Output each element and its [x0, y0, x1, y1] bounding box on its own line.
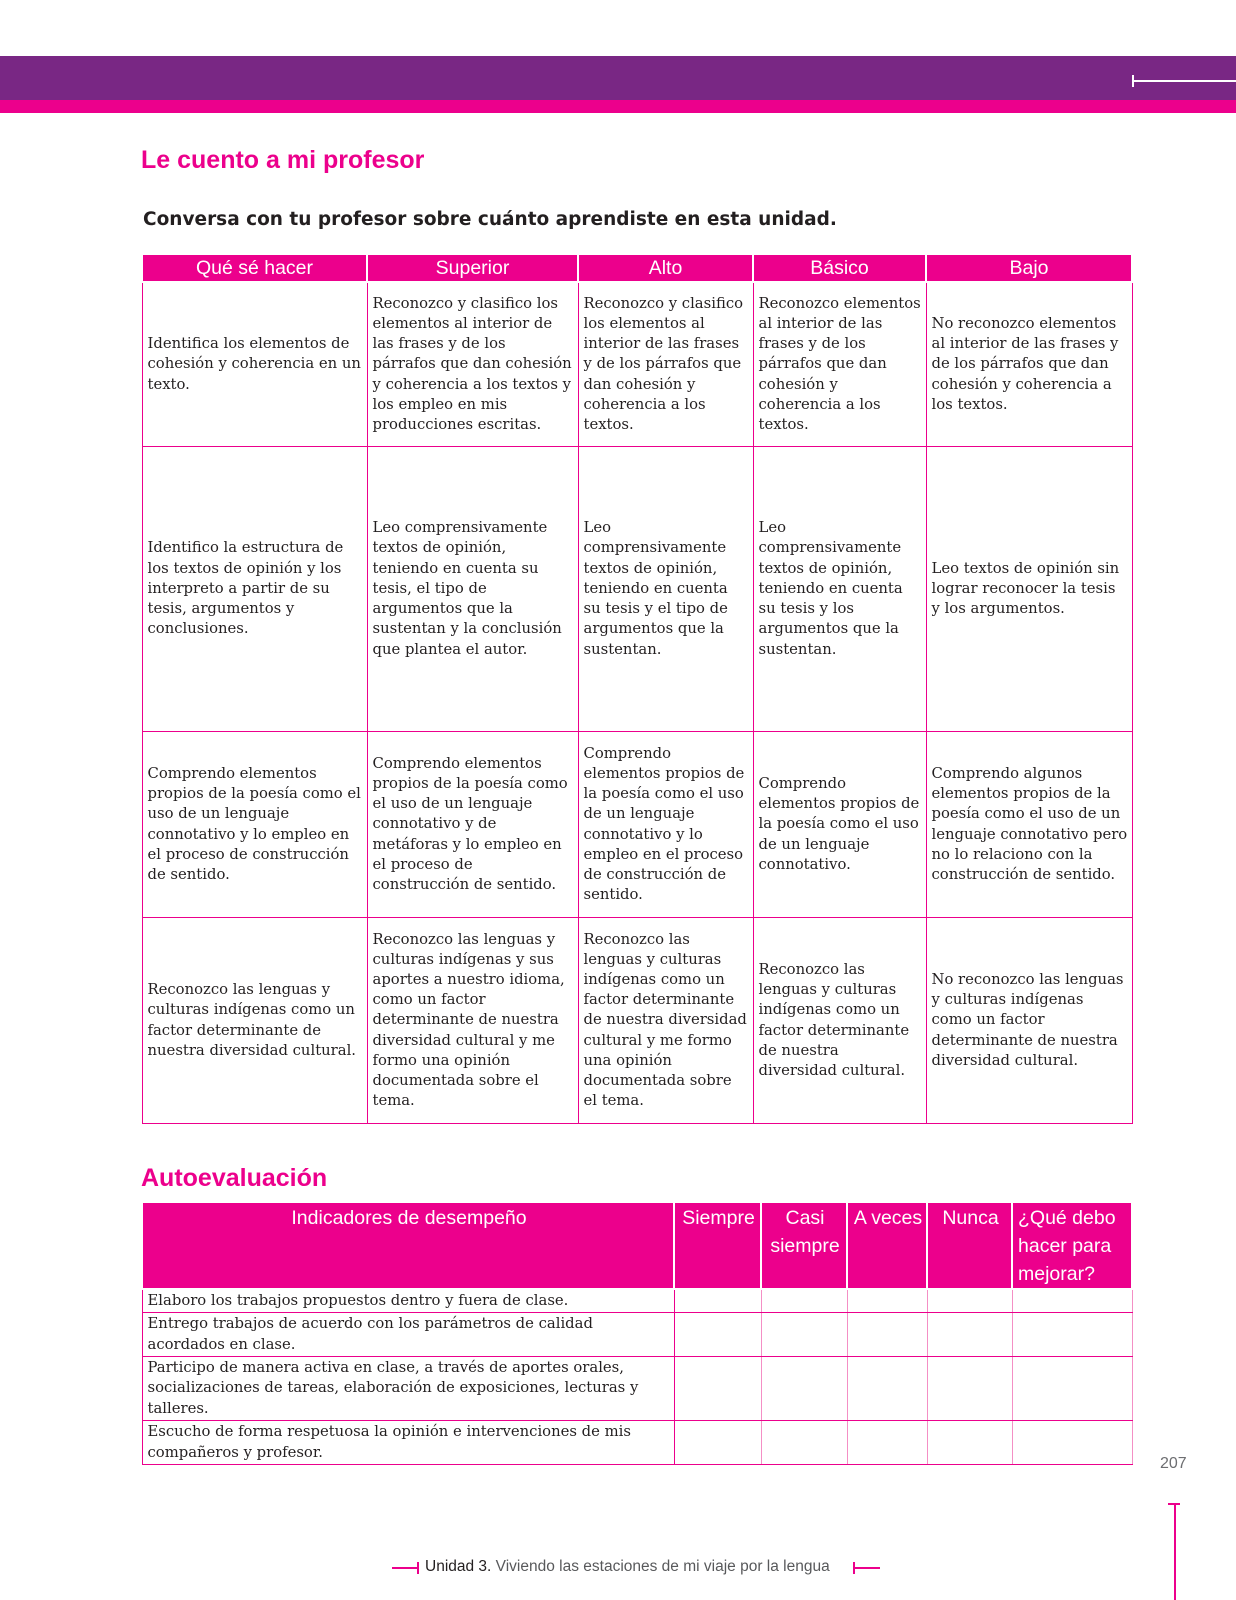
- nunca-cell[interactable]: [927, 1421, 1012, 1465]
- header-casi-siempre: Casi siempre: [761, 1202, 847, 1289]
- rubric-cell: Leo textos de opinión sin lograr reconocer la tesis y los argumentos.: [926, 447, 1132, 732]
- siempre-cell[interactable]: [674, 1289, 761, 1313]
- rubric-header-bajo: Bajo: [926, 254, 1132, 282]
- nunca-cell[interactable]: [927, 1313, 1012, 1357]
- rubric-cell: Reconozco las lenguas y culturas indígenas como un factor determinante de nuestra diversidad cultural.: [142, 918, 367, 1124]
- rubric-header-que-se-hacer: Qué sé hacer: [142, 254, 367, 282]
- header-rule-tick: [1132, 75, 1134, 87]
- footer-text: [425, 1558, 830, 1576]
- nunca-cell[interactable]: [927, 1357, 1012, 1421]
- rubric-cell: Comprendo elementos propios de la poesía como el uso de un lenguaje connotativo y lo empleo en el proceso de construcción de sentido.: [578, 732, 753, 918]
- indicator-row: [142, 1357, 1132, 1421]
- instruction-text: Conversa con tu profesor sobre cuánto aprendiste en esta unidad.: [143, 209, 837, 230]
- rubric-cell: Reconozco y clasifico los elementos al interior de las frases y de los párrafos que dan cohesión y coherencia a los textos y los empleo en mis producciones escritas.: [367, 282, 578, 447]
- header-nunca: Nunca: [927, 1202, 1012, 1289]
- rubric-cell: Leo comprensivamente textos de opinión, teniendo en cuenta su tesis, el tipo de argumentos que la sustentan y la conclusión que plantea el autor.: [367, 447, 578, 732]
- siempre-cell[interactable]: [674, 1357, 761, 1421]
- rubric-cell: Reconozco las lenguas y culturas indígenas como un factor determinante de nuestra diversidad cultural y me formo una opinión documentada sobre el tema.: [578, 918, 753, 1124]
- improvement-cell[interactable]: [1012, 1313, 1132, 1357]
- footer-rule-left: [392, 1567, 419, 1569]
- indicator-row: [142, 1289, 1132, 1313]
- nunca-cell[interactable]: [927, 1289, 1012, 1313]
- self-evaluation-table: [141, 1201, 1133, 1465]
- section-title: Le cuento a mi profesor: [141, 146, 425, 174]
- self-evaluation-header-row: [142, 1202, 1132, 1289]
- indicator-row: [142, 1313, 1132, 1357]
- improvement-cell[interactable]: [1012, 1421, 1132, 1465]
- rubric-cell: Comprendo algunos elementos propios de la poesía como el uso de un lenguaje connotativo pero no lo relaciono con la construcción de sentido.: [926, 732, 1132, 918]
- header-band-purple: [0, 56, 1236, 100]
- rubric-header-alto: Alto: [578, 254, 753, 282]
- footer-rule-right: [853, 1567, 880, 1569]
- footer-rule-left-tick: [417, 1562, 419, 1574]
- header-indicadores: Indicadores de desempeño: [142, 1202, 674, 1289]
- rubric-row: [142, 918, 1132, 1124]
- a-veces-cell[interactable]: [847, 1421, 927, 1465]
- siempre-cell[interactable]: [674, 1421, 761, 1465]
- improvement-cell[interactable]: [1012, 1289, 1132, 1313]
- indicator-text: Entrego trabajos de acuerdo con los parámetros de calidad acordados en clase.: [142, 1313, 674, 1357]
- rubric-row: [142, 282, 1132, 447]
- rubric-cell: Reconozco las lenguas y culturas indígenas como un factor determinante de nuestra diversidad cultural.: [753, 918, 926, 1124]
- rubric-cell: No reconozco elementos al interior de las frases y de los párrafos que dan cohesión y coherencia a los textos.: [926, 282, 1132, 447]
- rubric-row: [142, 447, 1132, 732]
- footer-unit: Unidad 3.: [425, 1558, 492, 1575]
- a-veces-cell[interactable]: [847, 1357, 927, 1421]
- indicator-text: Elaboro los trabajos propuestos dentro y fuera de clase.: [142, 1289, 674, 1313]
- header-que-debo-hacer: ¿Qué debo hacer para mejorar?: [1012, 1202, 1132, 1289]
- self-evaluation-title: Autoevaluación: [141, 1164, 328, 1192]
- casi-siempre-cell[interactable]: [761, 1421, 847, 1465]
- casi-siempre-cell[interactable]: [761, 1289, 847, 1313]
- casi-siempre-cell[interactable]: [761, 1313, 847, 1357]
- footer-rule-right-tick: [853, 1562, 855, 1574]
- rubric-header-row: [142, 254, 1132, 282]
- rubric-row: [142, 732, 1132, 918]
- rubric-cell: Comprendo elementos propios de la poesía como el uso de un lenguaje connotativo y de metáforas y lo empleo en el proceso de construcción de sentido.: [367, 732, 578, 918]
- indicator-text: Participo de manera activa en clase, a través de aportes orales, socializaciones de tareas, elaboración de exposiciones, lecturas y talleres.: [142, 1357, 674, 1421]
- rubric-cell: Leo comprensivamente textos de opinión, teniendo en cuenta su tesis y los argumentos que la sustentan.: [753, 447, 926, 732]
- margin-rule-line: [1174, 1503, 1176, 1600]
- margin-rule-tick: [1168, 1503, 1180, 1505]
- rubric-cell: Comprendo elementos propios de la poesía como el uso de un lenguaje connotativo.: [753, 732, 926, 918]
- rubric-cell: Identifico la estructura de los textos de opinión y los interpreto a partir de su tesis, argumentos y conclusiones.: [142, 447, 367, 732]
- rubric-cell: Reconozco y clasifico los elementos al interior de las frases y de los párrafos que dan cohesión y coherencia a los textos.: [578, 282, 753, 447]
- siempre-cell[interactable]: [674, 1313, 761, 1357]
- rubric-table: [141, 253, 1133, 1124]
- rubric-cell: Leo comprensivamente textos de opinión, teniendo en cuenta su tesis y el tipo de argumentos que la sustentan.: [578, 447, 753, 732]
- header-band-pink: [0, 100, 1236, 113]
- header-siempre: Siempre: [674, 1202, 761, 1289]
- rubric-cell: Reconozco elementos al interior de las frases y de los párrafos que dan cohesión y coherencia a los textos.: [753, 282, 926, 447]
- header-rule-line: [1132, 80, 1236, 82]
- footer: [390, 1556, 890, 1580]
- rubric-cell: No reconozco las lenguas y culturas indígenas como un factor determinante de nuestra diversidad cultural.: [926, 918, 1132, 1124]
- improvement-cell[interactable]: [1012, 1357, 1132, 1421]
- header-a-veces: A veces: [847, 1202, 927, 1289]
- rubric-cell: Reconozco las lenguas y culturas indígenas y sus aportes a nuestro idioma, como un factor determinante de nuestra diversidad cultural y me formo una opinión documentada sobre el tema.: [367, 918, 578, 1124]
- indicator-row: [142, 1421, 1132, 1465]
- footer-unit-title: Viviendo las estaciones de mi viaje por la lengua: [495, 1558, 830, 1575]
- indicator-text: Escucho de forma respetuosa la opinión e intervenciones de mis compañeros y profesor.: [142, 1421, 674, 1465]
- rubric-header-basico: Básico: [753, 254, 926, 282]
- casi-siempre-cell[interactable]: [761, 1357, 847, 1421]
- rubric-cell: Identifica los elementos de cohesión y coherencia en un texto.: [142, 282, 367, 447]
- page-number: 207: [1160, 1455, 1187, 1472]
- rubric-header-superior: Superior: [367, 254, 578, 282]
- rubric-cell: Comprendo elementos propios de la poesía como el uso de un lenguaje connotativo y lo empleo en el proceso de construcción de sentido.: [142, 732, 367, 918]
- a-veces-cell[interactable]: [847, 1289, 927, 1313]
- a-veces-cell[interactable]: [847, 1313, 927, 1357]
